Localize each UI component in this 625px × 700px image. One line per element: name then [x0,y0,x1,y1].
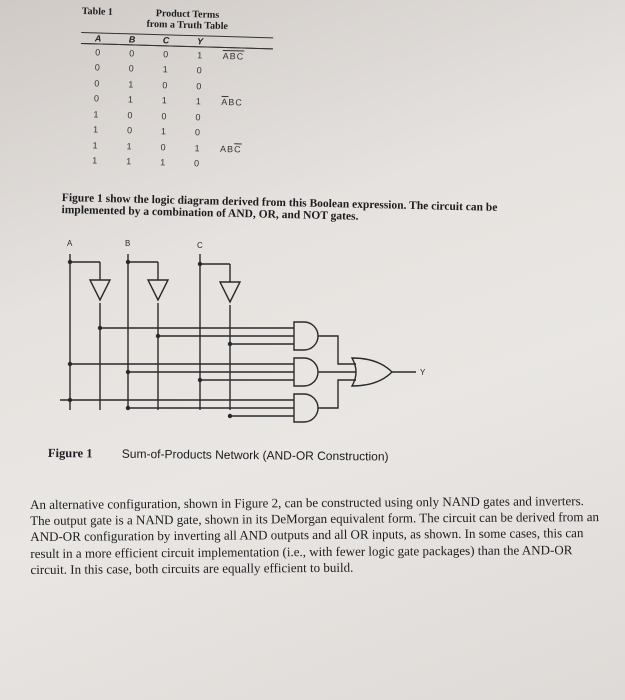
figure-caption [48,446,389,465]
and-gate-1-icon [294,322,318,350]
wire-or-in1 [318,336,356,364]
cell-a: 1 [92,155,98,166]
product-term [216,79,272,96]
junction-dot-icon [126,260,130,264]
product-term-overline: $\overline{C}$ [233,144,242,155]
input-label-b: B [125,239,131,248]
or-gate-icon [352,358,392,386]
inverter-c-icon [220,282,240,302]
cell-a: 1 [93,109,99,120]
cell-c: 0 [161,111,167,122]
product-term-overline: $\overline{A}$ [221,97,229,108]
junction-dot-icon [68,362,72,366]
cell-a: 0 [93,93,100,104]
cell-y: 1 [194,142,200,154]
cell-b: 0 [128,63,134,74]
cell-y: 0 [195,111,201,123]
inverter-b-icon [148,280,168,300]
header-b: B [115,33,149,45]
junction-dot-icon [198,378,202,382]
junction-dot-icon [126,406,130,410]
cell-y: 0 [196,65,202,76]
product-term [216,63,272,80]
header-a: A [81,32,115,44]
cell-y: 1 [197,49,203,61]
logic-circuit-diagram [40,232,440,442]
junction-dot-icon [156,334,160,338]
junction-dot-icon [98,326,102,330]
cell-b: 1 [128,79,134,90]
header-c: C [149,34,183,46]
product-term [214,125,270,142]
cell-a: 0 [95,47,101,58]
cell-b: 0 [129,48,135,59]
cell-a: 0 [94,78,100,89]
table-title [146,8,228,32]
body-paragraph: An alternative configuration, shown in Figure 2, can be constructed using only NAND gates and inverters. The output gate is a NAND gate, shown in its DeMorgan equivalent form. The circuit can be derived from an AND-OR configuration by inverting all AND outputs and all OR inputs, as shown. In some cases, this can result in a more efficient circuit implementation (i.e., with fewer logic gate packages) than the AND-OR circuit. In this case, both circuits are equally efficient to build. [30,493,600,577]
product-term-text: $\overline{ABC}$ [222,50,245,62]
input-label-a: A [67,239,73,248]
cell-b: 0 [127,110,133,121]
cell-y: 0 [193,158,200,169]
circuit-svg [40,232,440,437]
truth-table-block [81,6,292,169]
cell-c: 1 [162,64,168,75]
cell-b: 1 [127,94,134,105]
junction-dot-icon [68,260,72,264]
figure-caption-text: Sum-of-Products Network (AND-OR Construction) [121,446,389,464]
junction-dot-icon [198,262,202,266]
cell-b: 0 [126,125,133,136]
output-label-y: Y [420,368,426,377]
and-gate-3-icon [294,394,318,422]
figure-number: Figure 1 [47,446,93,461]
cell-c: 1 [161,95,168,106]
junction-dot-icon [228,342,232,346]
cell-y: 1 [195,96,202,107]
cell-a: 1 [92,140,98,151]
cell-a: 0 [94,62,100,73]
junction-dot-icon [68,398,72,402]
table-title-line1: Product Terms [155,8,220,21]
cell-c: 1 [160,126,167,137]
cell-y: 0 [196,80,202,92]
table-label: Table 1 [81,6,114,18]
product-term [215,94,271,111]
product-term-rest: AB [219,143,235,155]
cell-b: 1 [126,156,132,167]
product-term [215,110,271,127]
cell-c: 0 [163,49,169,60]
cell-c: 1 [160,157,166,168]
cell-a: 1 [92,124,99,135]
cell-c: 0 [162,80,168,91]
product-term-rest: BC [228,97,244,108]
junction-dot-icon [126,370,130,374]
input-label-c: C [197,241,203,250]
wire-or-in3 [318,380,356,408]
and-gate-2-icon [294,358,318,386]
cell-b: 1 [126,141,132,152]
product-term [213,156,269,173]
table-title-line2: from a Truth Table [146,18,229,33]
product-term [214,141,270,158]
cell-c: 0 [160,142,166,153]
truth-table [77,32,273,173]
inverter-a-icon [90,280,110,300]
header-y: Y [183,35,217,47]
cell-y: 0 [194,127,201,138]
junction-dot-icon [228,414,232,418]
intro-paragraph: Figure 1 show the logic diagram derived from this Boolean expression. The circuit can be implemented by a combination of AND, OR, and NOT gates. [61,192,498,223]
product-term [216,47,272,65]
